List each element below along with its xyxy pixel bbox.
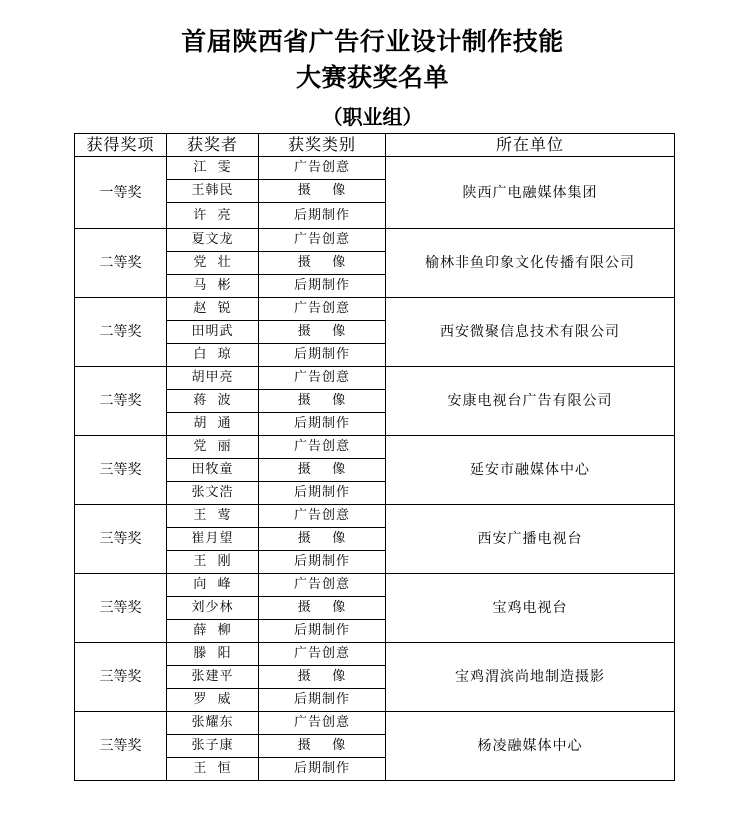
award-category-cell: 后期制作 bbox=[259, 203, 386, 229]
winner-name-cell: 王韩民 bbox=[167, 180, 259, 203]
winner-name-cell: 蒋 波 bbox=[167, 390, 259, 413]
award-category-cell: 广告创意 bbox=[259, 505, 386, 528]
table-row bbox=[75, 298, 675, 321]
award-level-cell: 三等奖 bbox=[75, 505, 167, 574]
document-subtitle: （职业组） bbox=[322, 105, 423, 129]
award-category-cell: 后期制作 bbox=[259, 551, 386, 574]
winner-name-cell: 刘少林 bbox=[167, 597, 259, 620]
winner-name-cell: 薛 柳 bbox=[167, 620, 259, 643]
winner-name-cell: 王 莺 bbox=[167, 505, 259, 528]
award-level-cell: 三等奖 bbox=[75, 712, 167, 781]
organization-cell: 延安市融媒体中心 bbox=[386, 436, 675, 505]
winner-name-cell: 张子康 bbox=[167, 735, 259, 758]
award-level-cell: 三等奖 bbox=[75, 574, 167, 643]
winner-name-cell: 田明武 bbox=[167, 321, 259, 344]
award-category-cell: 广告创意 bbox=[259, 367, 386, 390]
award-category-cell: 广告创意 bbox=[259, 298, 386, 321]
winner-name-cell: 向 峰 bbox=[167, 574, 259, 597]
document-title-line2: 大赛获奖名单 bbox=[295, 63, 449, 92]
award-category-cell: 后期制作 bbox=[259, 482, 386, 505]
award-category-cell: 广告创意 bbox=[259, 157, 386, 180]
table-row bbox=[75, 574, 675, 597]
table-row bbox=[75, 229, 675, 252]
header-category: 获奖类别 bbox=[259, 134, 386, 157]
winner-name-cell: 马 彬 bbox=[167, 275, 259, 298]
winner-name-cell: 王 恒 bbox=[167, 758, 259, 781]
winner-name-cell: 张建平 bbox=[167, 666, 259, 689]
winner-name-cell: 党 壮 bbox=[167, 252, 259, 275]
table-row bbox=[75, 157, 675, 180]
award-category-cell: 后期制作 bbox=[259, 620, 386, 643]
award-category-cell: 后期制作 bbox=[259, 275, 386, 298]
award-category-cell: 广告创意 bbox=[259, 643, 386, 666]
winner-name-cell: 张耀东 bbox=[167, 712, 259, 735]
award-category-cell: 摄 像 bbox=[259, 528, 386, 551]
award-category-cell: 广告创意 bbox=[259, 436, 386, 459]
winner-name-cell: 许 亮 bbox=[167, 203, 259, 229]
organization-cell: 宝鸡渭滨尚地制造摄影 bbox=[386, 643, 675, 712]
award-category-cell: 广告创意 bbox=[259, 712, 386, 735]
organization-cell: 宝鸡电视台 bbox=[386, 574, 675, 643]
award-level-cell: 二等奖 bbox=[75, 367, 167, 436]
award-table bbox=[74, 133, 675, 781]
table-row bbox=[75, 367, 675, 390]
award-category-cell: 摄 像 bbox=[259, 390, 386, 413]
header-award-level: 获得奖项 bbox=[75, 134, 167, 157]
award-category-cell: 摄 像 bbox=[259, 459, 386, 482]
award-category-cell: 摄 像 bbox=[259, 252, 386, 275]
organization-cell: 杨凌融媒体中心 bbox=[386, 712, 675, 781]
award-category-cell: 摄 像 bbox=[259, 180, 386, 203]
winner-name-cell: 白 琼 bbox=[167, 344, 259, 367]
winner-name-cell: 胡 通 bbox=[167, 413, 259, 436]
table-header-row bbox=[75, 134, 675, 157]
winner-name-cell: 党 丽 bbox=[167, 436, 259, 459]
winner-name-cell: 罗 威 bbox=[167, 689, 259, 712]
winner-name-cell: 王 刚 bbox=[167, 551, 259, 574]
winner-name-cell: 夏文龙 bbox=[167, 229, 259, 252]
table-row bbox=[75, 436, 675, 459]
award-category-cell: 摄 像 bbox=[259, 597, 386, 620]
award-level-cell: 二等奖 bbox=[75, 298, 167, 367]
winner-name-cell: 崔月望 bbox=[167, 528, 259, 551]
award-category-cell: 后期制作 bbox=[259, 344, 386, 367]
award-category-cell: 摄 像 bbox=[259, 666, 386, 689]
header-organization: 所在单位 bbox=[386, 134, 675, 157]
winner-name-cell: 江 雯 bbox=[167, 157, 259, 180]
organization-cell: 西安广播电视台 bbox=[386, 505, 675, 574]
award-level-cell: 三等奖 bbox=[75, 643, 167, 712]
organization-cell: 安康电视台广告有限公司 bbox=[386, 367, 675, 436]
header-winner: 获奖者 bbox=[167, 134, 259, 157]
award-category-cell: 摄 像 bbox=[259, 321, 386, 344]
award-category-cell: 后期制作 bbox=[259, 689, 386, 712]
award-category-cell: 后期制作 bbox=[259, 413, 386, 436]
table-row bbox=[75, 712, 675, 735]
award-category-cell: 摄 像 bbox=[259, 735, 386, 758]
winner-name-cell: 赵 锐 bbox=[167, 298, 259, 321]
award-table-body bbox=[75, 157, 675, 781]
award-level-cell: 二等奖 bbox=[75, 229, 167, 298]
award-category-cell: 广告创意 bbox=[259, 574, 386, 597]
award-level-cell: 三等奖 bbox=[75, 436, 167, 505]
winner-name-cell: 田牧童 bbox=[167, 459, 259, 482]
table-row bbox=[75, 505, 675, 528]
award-category-cell: 广告创意 bbox=[259, 229, 386, 252]
award-category-cell: 后期制作 bbox=[259, 758, 386, 781]
table-row bbox=[75, 643, 675, 666]
organization-cell: 榆林非鱼印象文化传播有限公司 bbox=[386, 229, 675, 298]
winner-name-cell: 滕 阳 bbox=[167, 643, 259, 666]
organization-cell: 西安微聚信息技术有限公司 bbox=[386, 298, 675, 367]
organization-cell: 陕西广电融媒体集团 bbox=[386, 157, 675, 229]
winner-name-cell: 张文浩 bbox=[167, 482, 259, 505]
document-title: 首届陕西省广告行业设计制作技能 bbox=[181, 27, 564, 56]
winner-name-cell: 胡甲亮 bbox=[167, 367, 259, 390]
award-level-cell: 一等奖 bbox=[75, 157, 167, 229]
